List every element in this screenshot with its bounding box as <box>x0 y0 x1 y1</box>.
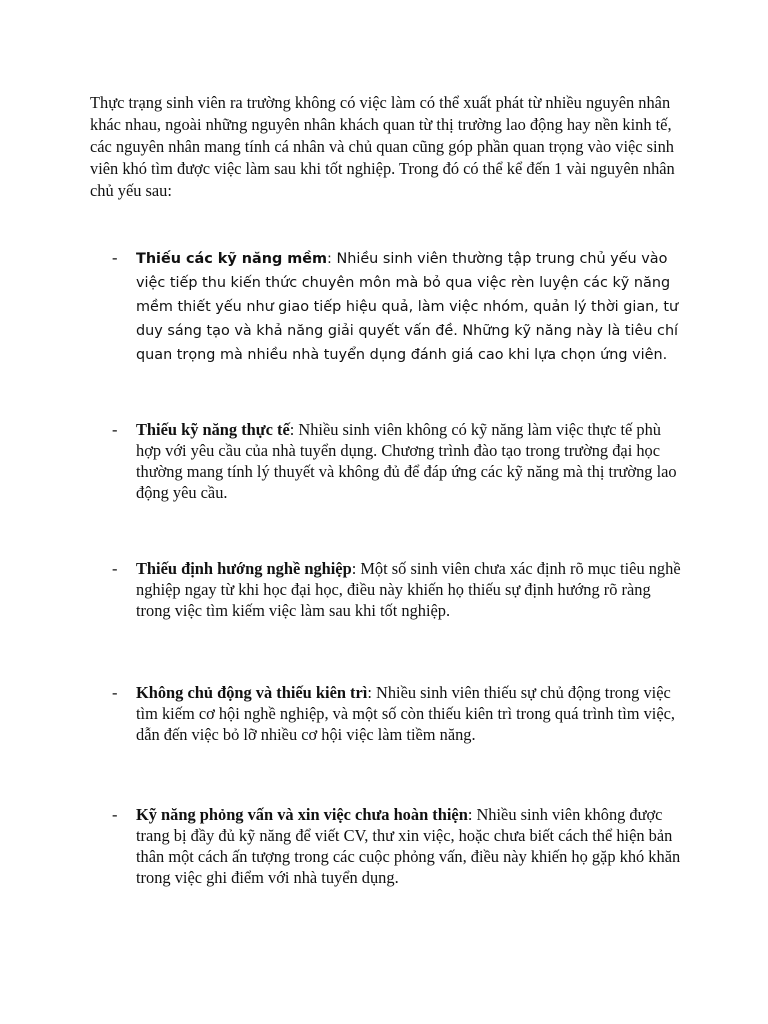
bullet-dash: - <box>112 559 118 578</box>
list-item-body: : Nhiều sinh viên không được trang bị đầy đủ kỹ năng để viết CV, thư xin việc, hoặc chưa biết cách thể hiện bản thân một cách ấn tượng trong các cuộc phỏng vấn, điều này khiến họ gặp khó khăn trong việc ghi điểm với nhà tuyển dụng. <box>136 805 681 887</box>
list-item-body: : Nhiều sinh viên thường tập trung chủ yếu vào việc tiếp thu kiến thức chuyên môn mà bỏ qua việc rèn luyện các kỹ năng mềm thiết yếu như giao tiếp hiệu quả, làm việc nhóm, quản lý thời gian, tư duy sáng tạo và khả năng giải quyết vấn đề. Những kỹ năng này là tiêu chí quan trọng mà nhiều nhà tuyển dụng đánh giá cao khi lựa chọn ứng viên. <box>136 251 679 363</box>
list-item-text <box>136 558 686 621</box>
list-item-title: Kỹ năng phỏng vấn và xin việc chưa hoàn thiện <box>136 805 468 824</box>
bullet-dash: - <box>112 683 118 702</box>
intro-paragraph: Thực trạng sinh viên ra trường không có việc làm có thể xuất phát từ nhiều nguyên nhân khác nhau, ngoài những nguyên nhân khách quan từ thị trường lao động hay nền kinh tế, các nguyên nhân mang tính cá nhân và chủ quan cũng góp phần quan trọng vào việc sinh viên khó tìm được việc làm sau khi tốt nghiệp. Trong đó có thể kể đến 1 vài nguyên nhân chủ yếu sau: <box>90 93 675 200</box>
list-item-body: : Nhiều sinh viên không có kỹ năng làm việc thực tế phù hợp với yêu cầu của nhà tuyển dụng. Chương trình đào tạo trong trường đại học thường mang tính lý thuyết và không đủ để đáp ứng các kỹ năng mà thị trường lao động yêu cầu. <box>136 420 677 502</box>
bullet-dash: - <box>112 420 118 439</box>
list-item-body: : Một số sinh viên chưa xác định rõ mục tiêu nghề nghiệp ngay từ khi học đại học, điều này khiến họ thiếu sự định hướng rõ ràng trong việc tìm kiếm việc làm sau khi tốt nghiệp. <box>136 559 681 620</box>
list-item-text <box>136 419 686 503</box>
list-item-text <box>136 804 686 888</box>
list-item-title: Thiếu kỹ năng thực tế <box>136 420 290 439</box>
list-item-title: Thiếu định hướng nghề nghiệp <box>136 559 352 578</box>
list-item-text <box>136 247 686 367</box>
list-item-title: Không chủ động và thiếu kiên trì <box>136 683 368 702</box>
bullet-dash: - <box>112 805 118 824</box>
list-item-text <box>136 682 686 745</box>
list-item-title: Thiếu các kỹ năng mềm <box>136 251 328 267</box>
list-item-body: : Nhiều sinh viên thiếu sự chủ động trong việc tìm kiếm cơ hội nghề nghiệp, và một số còn thiếu kiên trì trong quá trình tìm việc, dẫn đến việc bỏ lỡ nhiều cơ hội việc làm tiềm năng. <box>136 683 675 744</box>
bullet-dash: - <box>112 248 118 267</box>
